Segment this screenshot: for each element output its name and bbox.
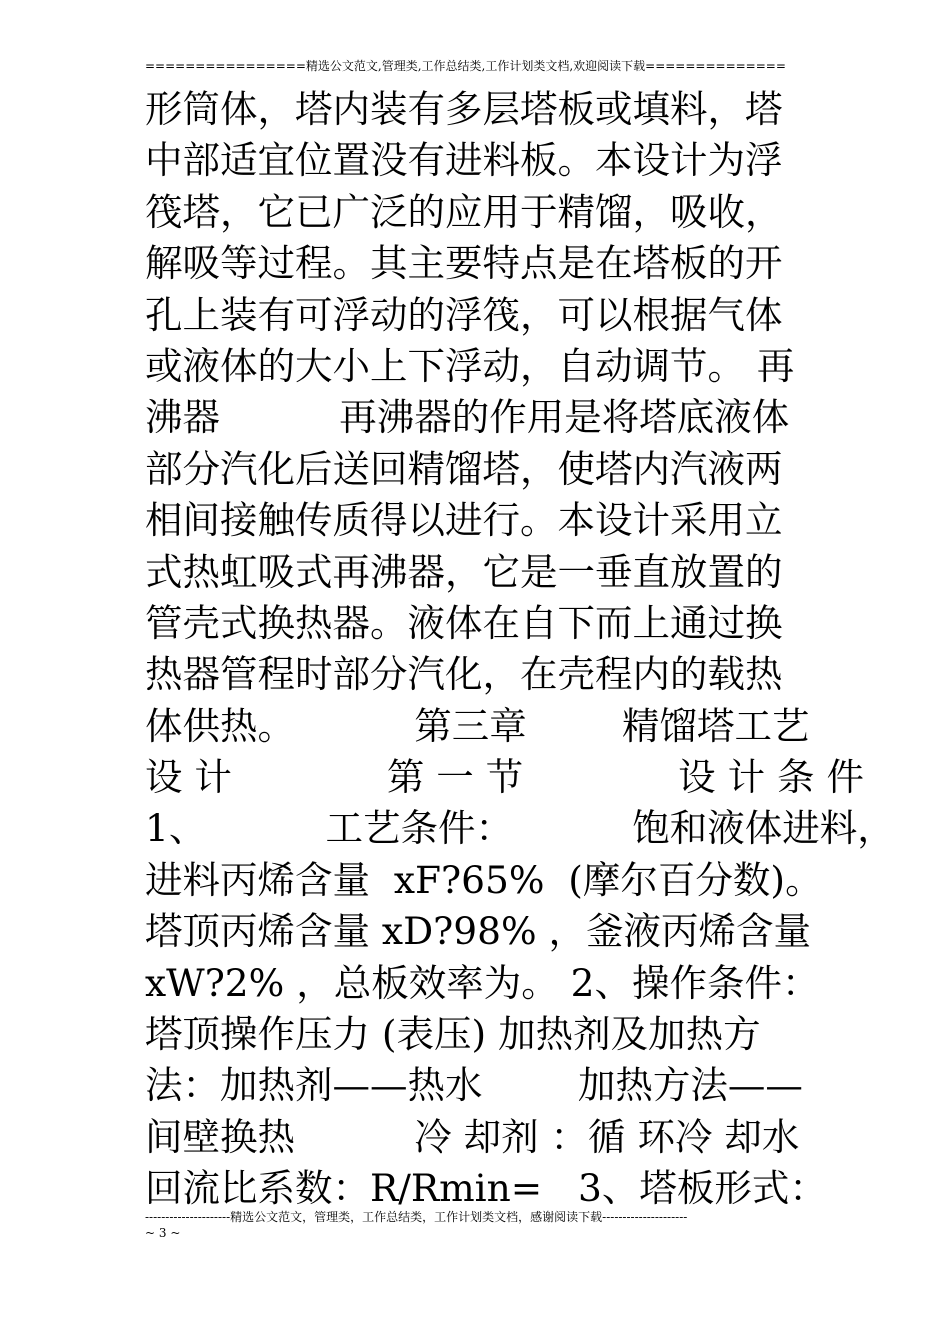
body-line: 回流比系数：R/Rmin= 3、塔板形式：: [145, 1166, 827, 1211]
body-line: 形筒体，塔内装有多层塔板或填料，塔: [145, 87, 783, 131]
body-line: 沸器 再沸器的作用是将塔底液体: [145, 395, 790, 440]
body-line: 进料丙烯含量 xF?65% (摩尔百分数)。: [145, 857, 823, 902]
body-line: 相间接触传质得以进行。本设计采用立: [145, 498, 783, 543]
body-line: xW?2% ，总板效率为。 2、操作条件：: [145, 960, 820, 1005]
page-footer: ---------------------精选公文范文，管理类，工作总结类，工作计划类文档，感谢阅读下载---------------------: [145, 1210, 688, 1224]
body-line: 体供热。 第三章 精馏塔工艺: [145, 703, 810, 748]
body-line: 间壁换热 冷 却剂 ：循 环冷 却水: [145, 1114, 800, 1159]
body-line: 法：加热剂——热水 加热方法——: [145, 1063, 803, 1108]
body-line: 1、 工艺条件： 饱和液体进料，: [145, 806, 895, 851]
body-line: 孔上装有可浮动的浮筏，可以根据气体: [145, 292, 783, 337]
body-line: 塔顶操作压力 (表压) 加热剂及加热方: [145, 1012, 761, 1057]
body-line: 解吸等过程。其主要特点是在塔板的开: [145, 241, 783, 286]
document-body: [145, 84, 895, 1215]
body-line: 热器管程时部分汽化，在壳程内的载热: [145, 652, 783, 697]
body-line: 或液体的大小上下浮动，自动调节。 再: [145, 343, 795, 388]
body-line: 筏塔，它已广泛的应用于精馏，吸收，: [145, 189, 783, 234]
body-line: 部分汽化后送回精馏塔，使塔内汽液两: [145, 446, 783, 491]
body-line: 管壳式换热器。液体在自下而上通过换: [145, 600, 783, 645]
body-line: 中部适宜位置没有进料板。本设计为浮: [145, 138, 783, 183]
body-line: 塔顶丙烯含量 xD?98% ，釜液丙烯含量: [145, 909, 812, 954]
body-line: 设 计 第 一 节 设 计 条 件: [145, 755, 864, 800]
body-line: 式热虹吸式再沸器，它是一垂直放置的: [145, 549, 783, 594]
page-header: ================精选公文范文,管理类,工作总结类,工作计划类文档,欢迎阅读下载==============: [145, 59, 786, 73]
page-number: ~ 3 ~: [145, 1226, 181, 1240]
